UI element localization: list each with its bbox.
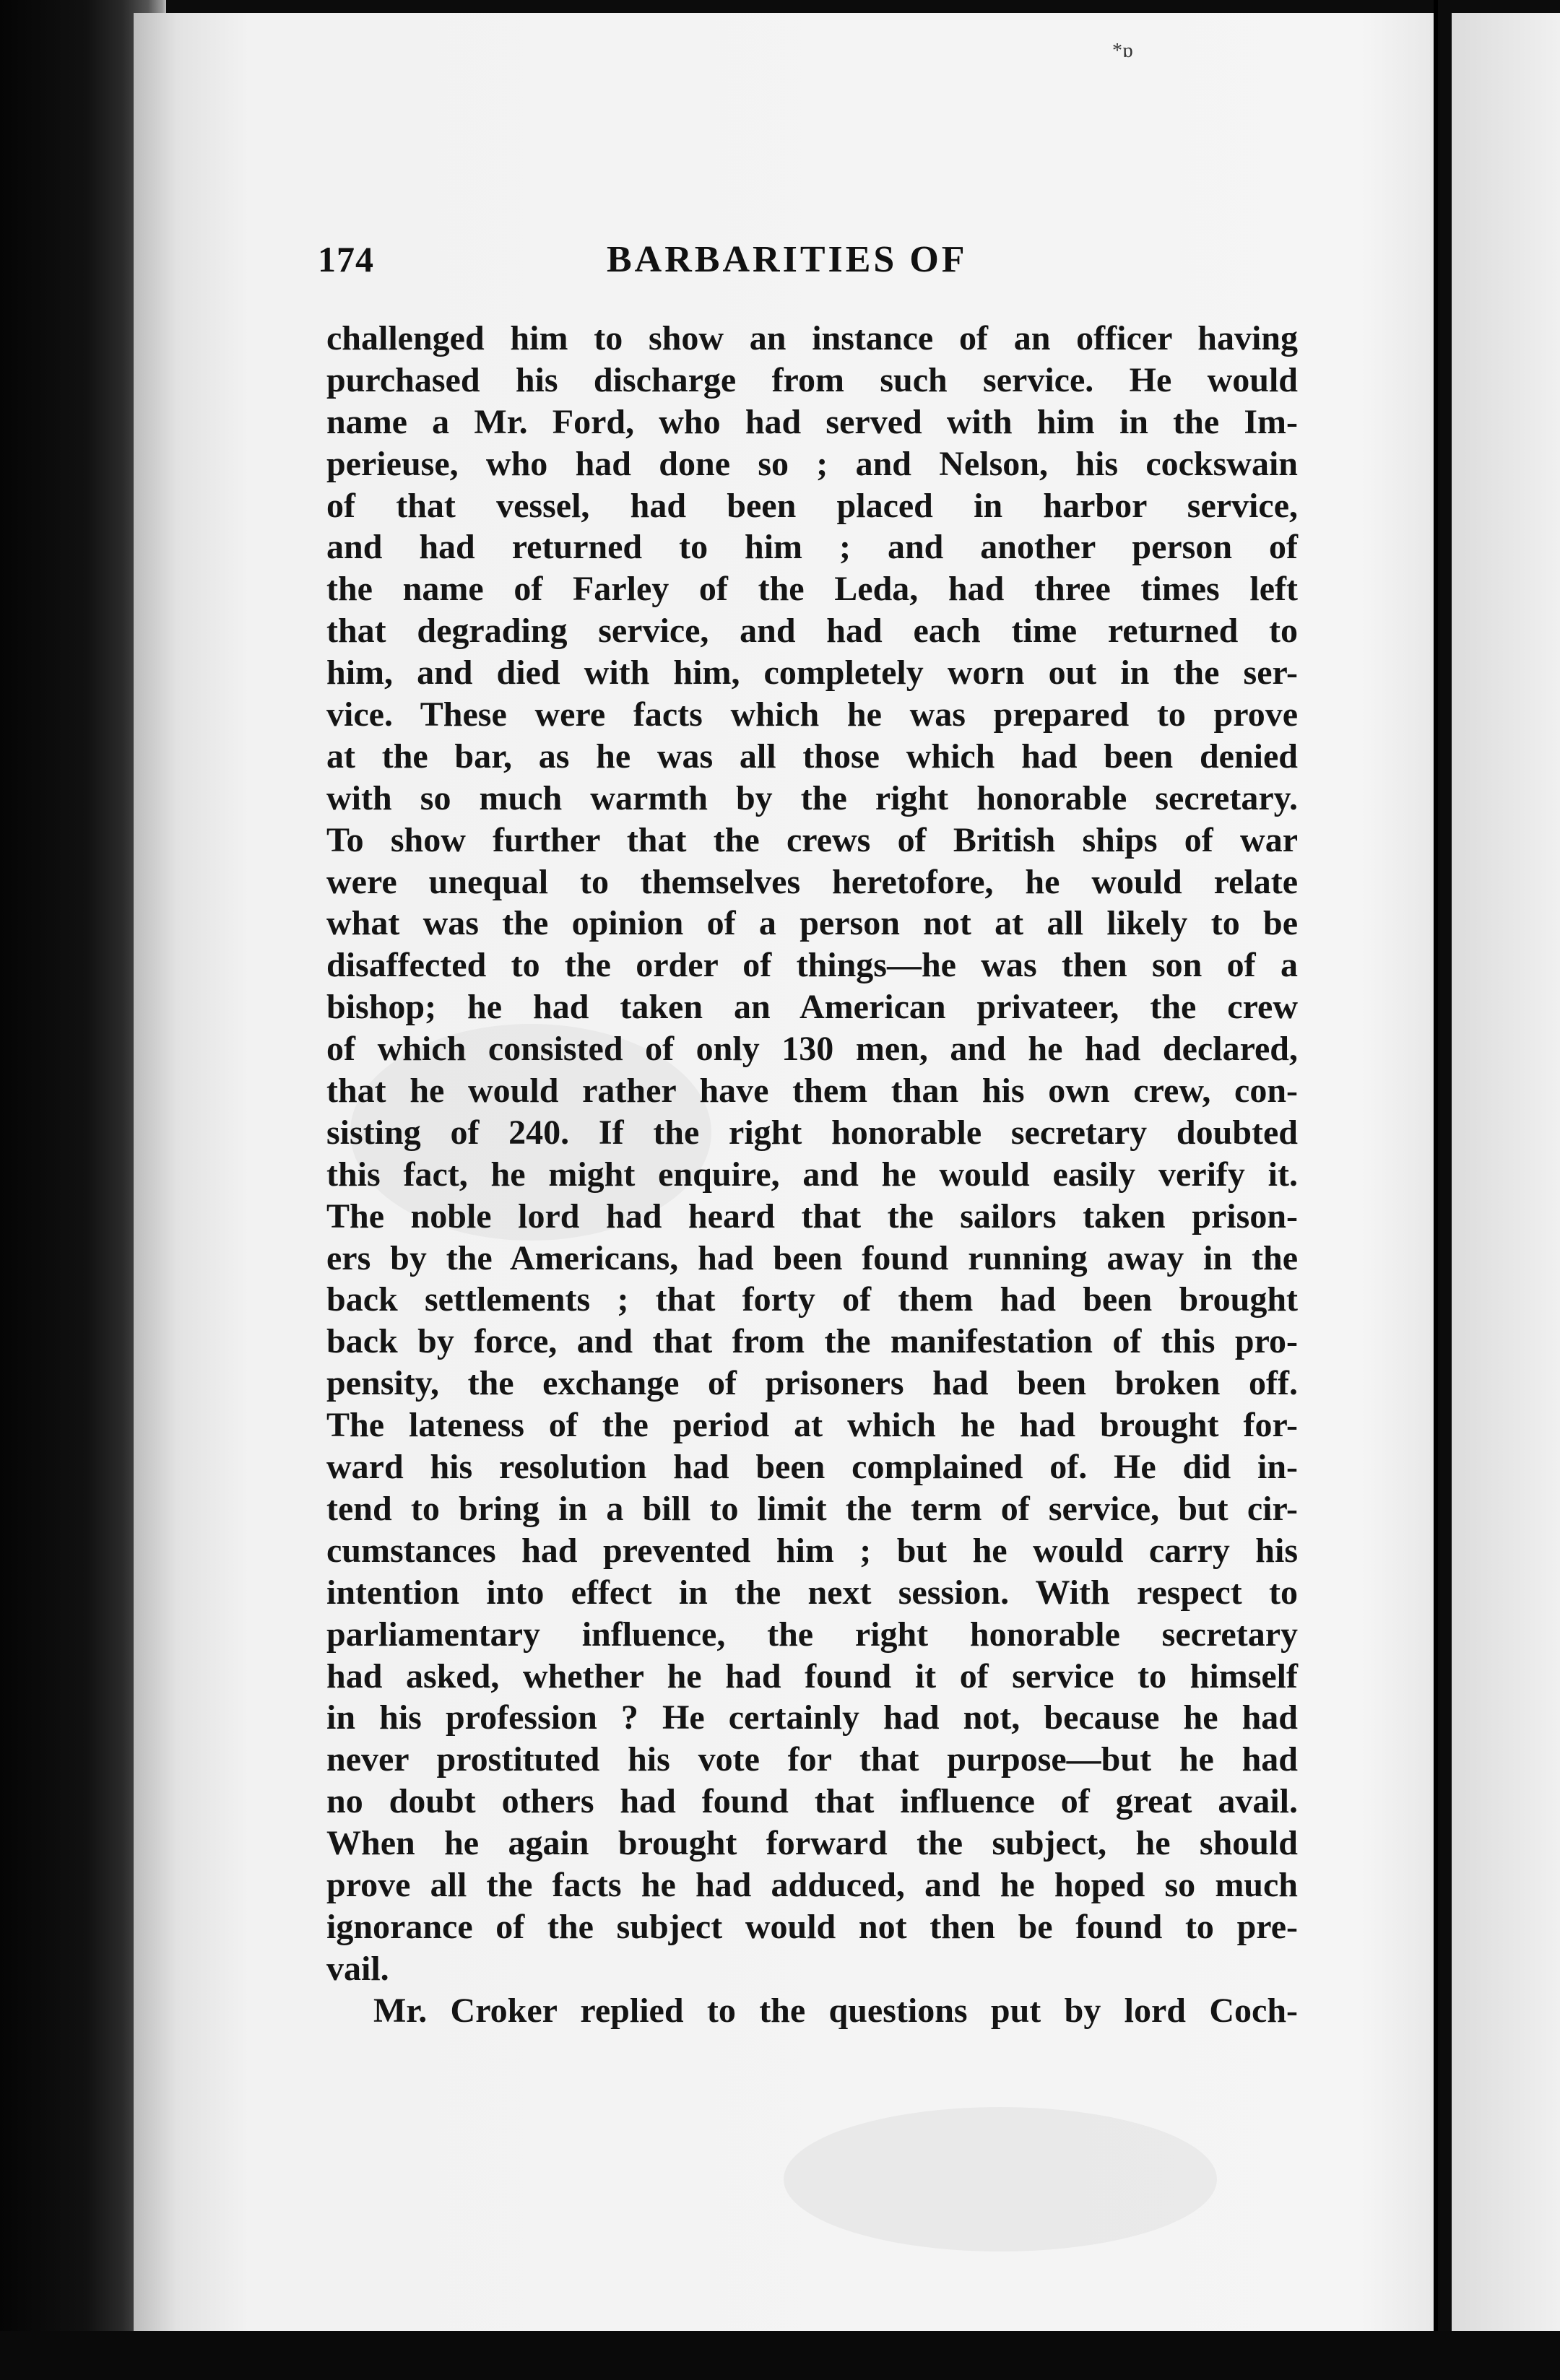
text-line: ers by the Americans, had been found running away in the [326, 1238, 1298, 1277]
text-line: cumstances had prevented him ; but he would carry his [326, 1531, 1298, 1570]
text-line: prove all the facts he had adduced, and he hoped so much [326, 1865, 1298, 1904]
text-line: and had returned to him ; and another person of [326, 528, 1298, 567]
text-line: never prostituted his vote for that purpose—but he had [326, 1740, 1298, 1779]
page-edge [1434, 0, 1438, 2380]
text-line: of that vessel, had been placed in harbor service, [326, 486, 1298, 525]
text-line: tend to bring in a bill to limit the term of service, but cir- [326, 1489, 1298, 1528]
text-line: what was the opinion of a person not at all likely to be [326, 904, 1298, 943]
scan-bottom-edge [0, 2331, 1560, 2380]
text-line: no doubt others had found that influence of great avail. [326, 1782, 1298, 1821]
text-line: ignorance of the subject would not then be found to pre- [326, 1907, 1298, 1946]
text-line: To show further that the crews of British ships of war [326, 820, 1298, 859]
text-line: back settlements ; that forty of them had been brought [326, 1280, 1298, 1319]
text-line: intention into effect in the next session. With respect to [326, 1573, 1298, 1612]
text-line: Mr. Croker replied to the questions put by lord Coch- [373, 1991, 1298, 2030]
text-line: had asked, whether he had found it of service to himself [326, 1656, 1298, 1695]
text-line: back by force, and that from the manifestation of this pro- [326, 1322, 1298, 1361]
corner-mark: *ɒ [1112, 40, 1133, 62]
text-line: The lateness of the period at which he had brought for- [326, 1406, 1298, 1445]
text-line: at the bar, as he was all those which had been denied [326, 737, 1298, 776]
text-line: the name of Farley of the Leda, had three times left [326, 570, 1298, 609]
running-title: BARBARITIES OF [607, 239, 968, 280]
text-line: of which consisted of only 130 men, and he had declared, [326, 1030, 1298, 1069]
text-line: perieuse, who had done so ; and Nelson, his cockswain [326, 444, 1298, 483]
text-line: pensity, the exchange of prisoners had been broken off. [326, 1364, 1298, 1403]
text-line: name a Mr. Ford, who had served with him in the Im- [326, 402, 1298, 441]
text-line: parliamentary influence, the right honorable secretary [326, 1615, 1298, 1654]
text-line: ward his resolution had been complained of. He did in- [326, 1448, 1298, 1487]
text-line: bishop; he had taken an American privateer, the crew [326, 988, 1298, 1027]
text-line: When he again brought forward the subject, he should [326, 1824, 1298, 1863]
body-text [326, 318, 1298, 2032]
text-line: sisting of 240. If the right honorable secretary doubted [326, 1113, 1298, 1152]
text-line: were unequal to themselves heretofore, he would relate [326, 862, 1298, 901]
text-line: that degrading service, and had each time returned to [326, 612, 1298, 651]
text-line: vice. These were facts which he was prepared to prove [326, 695, 1298, 734]
text-line: The noble lord had heard that the sailors taken prison- [326, 1196, 1298, 1235]
text-line: in his profession ? He certainly had not, because he had [326, 1698, 1298, 1737]
text-line: that he would rather have them than his own crew, con- [326, 1072, 1298, 1111]
text-line: vail. [326, 1949, 389, 1988]
text-line: this fact, he might enquire, and he would easily verify it. [326, 1155, 1298, 1194]
text-line: with so much warmth by the right honorable secretary. [326, 778, 1298, 817]
text-line: him, and died with him, completely worn out in the ser- [326, 653, 1298, 692]
text-line: disaffected to the order of things—he was then son of a [326, 946, 1298, 985]
text-line: purchased his discharge from such service. He would [326, 360, 1298, 399]
paper-stain [784, 2107, 1217, 2251]
page-number: 174 [318, 239, 374, 279]
running-head [318, 238, 1314, 303]
text-line: challenged him to show an instance of an officer having [326, 319, 1298, 357]
facing-page [1452, 13, 1560, 2331]
